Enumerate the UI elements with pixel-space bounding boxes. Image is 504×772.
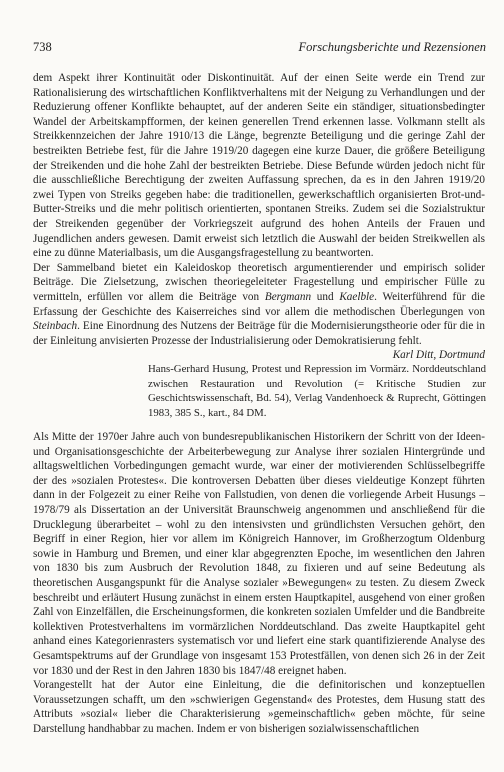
signature-line	[33, 348, 485, 363]
p2-and: und	[311, 290, 340, 303]
review-1-text	[33, 71, 485, 363]
p2-text-3: . Eine Einordnung des Nutzens der Beiträge für die Modernisierungstheorie oder für die in der Einleitung anvisierten Prozesse der Industrialisierung oder Demokratisierung fehlt.	[33, 320, 485, 347]
author-bergmann: Bergmann	[264, 290, 312, 303]
review-1-paragraph-1: dem Aspekt ihrer Kontinuität oder Diskontinuität. Auf der einen Seite werde ein Trend zur Rationalisierung des wirtschaftlichen Konfliktverhaltens mit der Neigung zu Verhandlungen und der Reduzierung offener Konflikte behauptet, auf der anderen Seite ein ständiger, situationsbedingter Wandel der Arbeitskampfformen, der keinen generellen Trend erkennen lasse. Volkmann stellt als Streikkennzeichen der Jahre 1910/13 die Länge, begrenzte Beteiligung und die geringe Zahl der bestreikten Betriebe fest, für die Jahre 1919/20 dagegen eine kurze Dauer, die größere Beteiligung der Streikenden und die hohe Zahl der bestreikten Betriebe. Diese Befunde würden jedoch nicht für die ausschließliche Berechtigung der zweiten Auffassung sprechen, da es in den Jahren 1919/20 zwei Typen von Streiks gegeben habe: die traditionellen, gewerkschaftlich organisierten Brot-und-Butter-Streiks und die mehr politisch orientierten, spontanen Streiks. Zudem sei die Sozialstruktur der Streikenden gegenüber der Vorkriegszeit aufgrund des hohen Anteils der Frauen und Jugendlichen anders gewesen. Damit erweist sich letztlich die Auswahl der beiden Streikwellen als eine zu dünne Materialbasis, um die Ausgangsfragestellung zu beantworten.	[33, 72, 485, 260]
p2-text-1: Der Sammelband bietet ein Kaleidoskop theoretisch argumentierender und empirisch solider Beiträge. Die Zielsetzung, zwischen theoriegeleiteter Fragestellung und empirischer Fülle zu vermitteln, erfüllen vor allem die Beiträge von	[33, 261, 485, 303]
page-number: 738	[33, 40, 52, 54]
bibliographic-entry	[148, 362, 486, 420]
author-kaelble: Kaelble	[339, 290, 375, 303]
bibliography-text: Hans-Gerhard Husung, Protest und Repression im Vormärz. Norddeutschland zwischen Restauration und Revolution (= Kritische Studien zur Geschichtswissenschaft, Bd. 54), Verlag Vandenhoeck & Ruprecht, Göttingen 1983, 385 S., kart., 84 DM.	[148, 363, 486, 419]
p2-text-2: . Weiterführend für die Erfassung der Geschichte des Kaiserreiches sind vor allem die methodischen Überlegungen von	[33, 290, 485, 318]
review-1-paragraph-2	[33, 261, 485, 349]
author-steinbach: Steinbach	[33, 320, 78, 333]
reviewer-signature: Karl Ditt, Dortmund	[392, 349, 485, 362]
review-2-paragraph-1: Als Mitte der 1970er Jahre auch von bundesrepublikanischen Historikern der Schritt von der Ideen- und Organisationsgeschichte der Arbeiterbewegung zur Analyse ihrer sozialen Hintergründe und alltagsweltlichen Vorbedingungen gemacht wurde, war einer der motivierenden Schlüsselbegriffe der des »sozialen Protestes«. Die kontroversen Debatten über dieses vieldeutige Konzept führten dann in der Folgezeit zu einer Reihe von Fallstudien, von denen die vorliegende Arbeit Husungs – 1978/79 als Dissertation an der Universität Braunschweig angenommen und anschließend für die Drucklegung überarbeitet – wohl zu den intensivsten und gründlichsten Versuchen gehört, den Begriff in einer Region, hier vor allem im Königreich Hannover, im Großherzogtum Oldenburg sowie in Hamburg und Bremen, und einer klar abgegrenzten Epoche, im wesentlichen den Jahren von 1830 bis zum Ausbruch der Revolution 1848, zu fixieren und auf seine Bedeutung als theoretischen Ausgangspunkt für die Analyse sozialer »Bewegungen« zu testen. Zu diesem Zweck beschreibt und erläutert Husung zunächst in einem ersten Hauptkapitel, ausgehend von einer großen Zahl von Einzelfällen, die Erscheinungsformen, die konkreten sozialen Umfelder und die Bandbreite kollektiven Protestverhaltens im vormärzlichen Norddeutschland. Das zweite Hauptkapitel geht anhand eines Kategorienrasters systematisch vor und liefert eine stark quantifizierende Analyse des Gesamtspektrums auf der Grundlage von insgesamt 153 Protestfällen, von denen sich 26 in der Zeit vor 1830 und der Rest in den Jahren 1830 bis 1847/48 ereignet haben.	[33, 431, 485, 677]
running-head: Forschungsberichte und Rezensionen	[298, 40, 486, 54]
page-header	[33, 40, 486, 56]
review-2-paragraph-2: Vorangestellt hat der Autor eine Einleitung, die die definitorischen und konzeptuellen Voraussetzungen schafft, um den »schwierigen Gegenstand« des Protestes, dem Husung statt des Attributs »sozial« lieber die Charakterisierung »gemeinschaftlich« geben möchte, für seine Darstellung handhabbar zu machen. Indem er von bisherigen sozialwissenschaftlichen	[33, 679, 485, 735]
review-2-text	[33, 430, 485, 736]
